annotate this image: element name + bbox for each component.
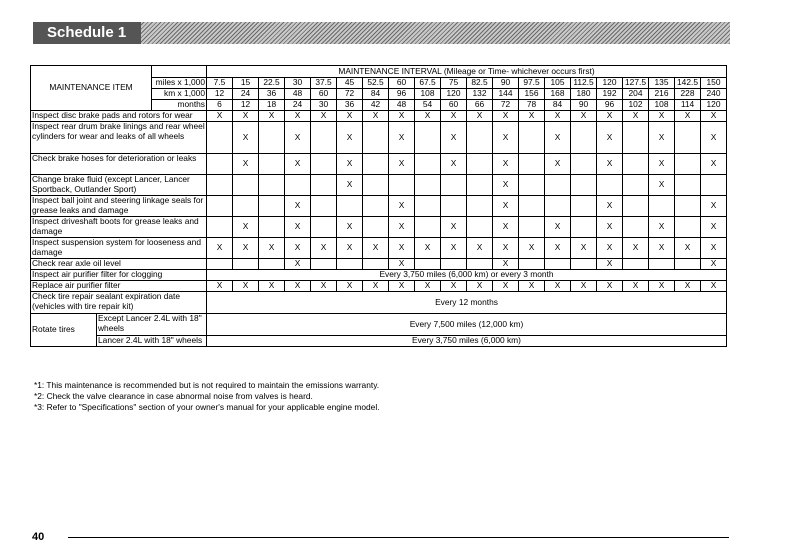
item-label: Inspect disc brake pads and rotors for wear bbox=[31, 111, 207, 122]
interval-mark bbox=[519, 196, 545, 217]
interval-mark: X bbox=[337, 122, 363, 154]
maintenance-item-header: MAINTENANCE ITEM bbox=[31, 66, 152, 111]
months-value: 120 bbox=[701, 100, 727, 111]
interval-mark: X bbox=[233, 122, 259, 154]
interval-mark bbox=[415, 154, 441, 175]
months-value: 102 bbox=[623, 100, 649, 111]
interval-mark: X bbox=[337, 281, 363, 292]
interval-mark: X bbox=[493, 122, 519, 154]
interval-mark: X bbox=[519, 281, 545, 292]
item-label: Check rear axle oil level bbox=[31, 259, 207, 270]
months-value: 72 bbox=[493, 100, 519, 111]
km-value: 144 bbox=[493, 89, 519, 100]
item-label: Inspect ball joint and steering linkage seals for grease leaks and damage bbox=[31, 196, 207, 217]
miles-value: 142.5 bbox=[675, 78, 701, 89]
interval-mark bbox=[571, 154, 597, 175]
interval-mark bbox=[545, 196, 571, 217]
months-value: 114 bbox=[675, 100, 701, 111]
schedule-row bbox=[31, 122, 727, 154]
interval-mark: X bbox=[207, 238, 233, 259]
footnotes bbox=[34, 380, 380, 413]
months-label: months bbox=[152, 100, 207, 111]
interval-mark: X bbox=[493, 196, 519, 217]
miles-value: 15 bbox=[233, 78, 259, 89]
interval-mark: X bbox=[337, 238, 363, 259]
interval-mark: X bbox=[233, 154, 259, 175]
km-value: 168 bbox=[545, 89, 571, 100]
miles-value: 82.5 bbox=[467, 78, 493, 89]
interval-mark: X bbox=[571, 281, 597, 292]
interval-mark: X bbox=[389, 217, 415, 238]
interval-mark bbox=[363, 259, 389, 270]
item-label: Inspect rear drum brake linings and rear wheel cylinders for wear and leaks of all wheels bbox=[31, 122, 207, 154]
interval-mark: X bbox=[285, 281, 311, 292]
interval-mark bbox=[233, 196, 259, 217]
interval-mark bbox=[363, 154, 389, 175]
interval-mark: X bbox=[701, 111, 727, 122]
miles-value: 127.5 bbox=[623, 78, 649, 89]
months-value: 30 bbox=[311, 100, 337, 111]
interval-mark: X bbox=[363, 238, 389, 259]
interval-mark bbox=[675, 122, 701, 154]
item-label: Inspect air purifier filter for clogging bbox=[31, 270, 207, 281]
interval-mark bbox=[675, 175, 701, 196]
months-value: 108 bbox=[649, 100, 675, 111]
sub-item-label: Except Lancer 2.4L with 18" wheels bbox=[97, 314, 207, 336]
interval-mark bbox=[363, 122, 389, 154]
interval-mark: X bbox=[493, 238, 519, 259]
interval-mark: X bbox=[311, 111, 337, 122]
interval-mark bbox=[519, 175, 545, 196]
interval-mark: X bbox=[597, 154, 623, 175]
miles-value: 7.5 bbox=[207, 78, 233, 89]
interval-mark bbox=[311, 196, 337, 217]
interval-mark bbox=[441, 196, 467, 217]
months-value: 24 bbox=[285, 100, 311, 111]
interval-mark bbox=[389, 175, 415, 196]
interval-mark: X bbox=[467, 238, 493, 259]
interval-mark bbox=[259, 259, 285, 270]
km-value: 120 bbox=[441, 89, 467, 100]
km-value: 108 bbox=[415, 89, 441, 100]
months-value: 42 bbox=[363, 100, 389, 111]
interval-mark bbox=[701, 175, 727, 196]
interval-mark: X bbox=[285, 111, 311, 122]
interval-mark bbox=[467, 175, 493, 196]
months-value: 18 bbox=[259, 100, 285, 111]
interval-mark: X bbox=[259, 111, 285, 122]
miles-value: 67.5 bbox=[415, 78, 441, 89]
interval-mark: X bbox=[441, 122, 467, 154]
schedule-row bbox=[31, 336, 727, 347]
interval-mark: X bbox=[441, 217, 467, 238]
section-title-tab bbox=[33, 22, 141, 44]
interval-mark: X bbox=[389, 259, 415, 270]
interval-note: Every 12 months bbox=[207, 292, 727, 314]
interval-mark: X bbox=[649, 238, 675, 259]
interval-mark bbox=[337, 259, 363, 270]
interval-mark: X bbox=[285, 154, 311, 175]
schedule-row bbox=[31, 196, 727, 217]
interval-mark bbox=[675, 196, 701, 217]
item-label: Replace air purifier filter bbox=[31, 281, 207, 292]
interval-mark bbox=[623, 154, 649, 175]
interval-mark bbox=[207, 217, 233, 238]
interval-mark: X bbox=[285, 196, 311, 217]
interval-mark bbox=[363, 217, 389, 238]
miles-value: 45 bbox=[337, 78, 363, 89]
interval-mark: X bbox=[597, 238, 623, 259]
interval-mark: X bbox=[259, 238, 285, 259]
interval-mark bbox=[545, 259, 571, 270]
months-value: 90 bbox=[571, 100, 597, 111]
section-title: Schedule 1 bbox=[47, 24, 127, 41]
interval-mark bbox=[415, 175, 441, 196]
interval-mark: X bbox=[207, 111, 233, 122]
interval-mark: X bbox=[285, 238, 311, 259]
months-value: 54 bbox=[415, 100, 441, 111]
miles-value: 97.5 bbox=[519, 78, 545, 89]
km-value: 204 bbox=[623, 89, 649, 100]
miles-value: 22.5 bbox=[259, 78, 285, 89]
interval-mark: X bbox=[649, 111, 675, 122]
item-label: Change brake fluid (except Lancer, Lancer Sportback, Outlander Sport) bbox=[31, 175, 207, 196]
interval-mark: X bbox=[415, 281, 441, 292]
interval-mark bbox=[597, 175, 623, 196]
km-label: km x 1,000 bbox=[152, 89, 207, 100]
interval-mark: X bbox=[441, 154, 467, 175]
interval-mark: X bbox=[701, 122, 727, 154]
interval-mark bbox=[571, 122, 597, 154]
interval-mark: X bbox=[337, 217, 363, 238]
page-number: 40 bbox=[32, 531, 45, 543]
interval-mark: X bbox=[519, 111, 545, 122]
interval-mark: X bbox=[389, 111, 415, 122]
interval-mark: X bbox=[337, 175, 363, 196]
months-value: 84 bbox=[545, 100, 571, 111]
item-label: Check tire repair sealant expiration date (vehicles with tire repair kit) bbox=[31, 292, 207, 314]
interval-mark: X bbox=[649, 154, 675, 175]
interval-mark: X bbox=[623, 238, 649, 259]
interval-mark: X bbox=[389, 196, 415, 217]
interval-note: Every 7,500 miles (12,000 km) bbox=[207, 314, 727, 336]
interval-mark: X bbox=[493, 259, 519, 270]
interval-mark: X bbox=[545, 122, 571, 154]
interval-mark bbox=[337, 196, 363, 217]
interval-mark: X bbox=[493, 281, 519, 292]
interval-mark bbox=[467, 154, 493, 175]
months-value: 96 bbox=[597, 100, 623, 111]
interval-mark bbox=[519, 122, 545, 154]
interval-mark bbox=[467, 122, 493, 154]
miles-value: 90 bbox=[493, 78, 519, 89]
interval-mark bbox=[311, 154, 337, 175]
interval-mark bbox=[415, 196, 441, 217]
interval-mark: X bbox=[363, 281, 389, 292]
km-value: 192 bbox=[597, 89, 623, 100]
schedule-row bbox=[31, 292, 727, 314]
interval-mark bbox=[259, 175, 285, 196]
interval-mark: X bbox=[545, 281, 571, 292]
interval-mark bbox=[675, 217, 701, 238]
interval-mark: X bbox=[597, 122, 623, 154]
miles-value: 135 bbox=[649, 78, 675, 89]
months-value: 78 bbox=[519, 100, 545, 111]
section-header-bar bbox=[33, 22, 730, 44]
interval-mark: X bbox=[649, 281, 675, 292]
schedule-row bbox=[31, 111, 727, 122]
interval-mark bbox=[207, 175, 233, 196]
months-value: 60 bbox=[441, 100, 467, 111]
km-value: 180 bbox=[571, 89, 597, 100]
interval-mark bbox=[623, 175, 649, 196]
interval-mark: X bbox=[623, 281, 649, 292]
interval-mark: X bbox=[311, 281, 337, 292]
interval-mark bbox=[207, 196, 233, 217]
interval-mark bbox=[415, 259, 441, 270]
interval-mark: X bbox=[493, 154, 519, 175]
km-value: 132 bbox=[467, 89, 493, 100]
interval-mark bbox=[259, 217, 285, 238]
interval-mark bbox=[311, 217, 337, 238]
km-value: 156 bbox=[519, 89, 545, 100]
interval-mark: X bbox=[597, 259, 623, 270]
interval-mark: X bbox=[285, 259, 311, 270]
interval-mark bbox=[545, 175, 571, 196]
miles-value: 37.5 bbox=[311, 78, 337, 89]
months-value: 66 bbox=[467, 100, 493, 111]
interval-mark: X bbox=[389, 281, 415, 292]
schedule-row bbox=[31, 270, 727, 281]
interval-mark bbox=[311, 122, 337, 154]
interval-mark bbox=[675, 154, 701, 175]
interval-mark: X bbox=[675, 238, 701, 259]
interval-mark bbox=[441, 175, 467, 196]
miles-value: 52.5 bbox=[363, 78, 389, 89]
miles-value: 75 bbox=[441, 78, 467, 89]
interval-mark: X bbox=[207, 281, 233, 292]
interval-note: Every 3,750 miles (6,000 km) or every 3 month bbox=[207, 270, 727, 281]
interval-mark: X bbox=[467, 111, 493, 122]
footnote: *3: Refer to "Specifications" section of your owner's manual for your applicable engine model. bbox=[34, 402, 380, 412]
miles-label: miles x 1,000 bbox=[152, 78, 207, 89]
interval-mark: X bbox=[701, 217, 727, 238]
interval-mark bbox=[467, 217, 493, 238]
interval-mark bbox=[623, 259, 649, 270]
km-value: 240 bbox=[701, 89, 727, 100]
interval-mark: X bbox=[389, 238, 415, 259]
km-value: 60 bbox=[311, 89, 337, 100]
interval-mark bbox=[571, 217, 597, 238]
interval-mark: X bbox=[519, 238, 545, 259]
interval-mark: X bbox=[701, 281, 727, 292]
miles-value: 120 bbox=[597, 78, 623, 89]
sub-item-label: Lancer 2.4L with 18" wheels bbox=[97, 336, 207, 347]
km-value: 228 bbox=[675, 89, 701, 100]
km-value: 48 bbox=[285, 89, 311, 100]
interval-mark: X bbox=[285, 217, 311, 238]
schedule-row bbox=[31, 154, 727, 175]
item-label: Check brake hoses for deterioration or leaks bbox=[31, 154, 207, 175]
interval-mark: X bbox=[571, 111, 597, 122]
interval-mark: X bbox=[675, 111, 701, 122]
interval-mark: X bbox=[493, 175, 519, 196]
miles-value: 112.5 bbox=[571, 78, 597, 89]
interval-mark: X bbox=[285, 122, 311, 154]
km-value: 24 bbox=[233, 89, 259, 100]
interval-mark: X bbox=[311, 238, 337, 259]
interval-mark: X bbox=[467, 281, 493, 292]
interval-mark bbox=[415, 217, 441, 238]
item-label: Rotate tires bbox=[31, 314, 97, 347]
item-label: Inspect driveshaft boots for grease leaks and damage bbox=[31, 217, 207, 238]
interval-mark: X bbox=[363, 111, 389, 122]
interval-mark: X bbox=[233, 217, 259, 238]
interval-mark: X bbox=[623, 111, 649, 122]
interval-mark bbox=[519, 154, 545, 175]
miles-value: 105 bbox=[545, 78, 571, 89]
interval-mark bbox=[623, 122, 649, 154]
interval-mark bbox=[285, 175, 311, 196]
interval-mark bbox=[571, 175, 597, 196]
interval-mark bbox=[233, 259, 259, 270]
interval-header: MAINTENANCE INTERVAL (Mileage or Time- whichever occurs first) bbox=[207, 66, 727, 78]
interval-mark: X bbox=[415, 238, 441, 259]
interval-mark: X bbox=[545, 217, 571, 238]
interval-note: Every 3,750 miles (6,000 km) bbox=[207, 336, 727, 347]
interval-mark: X bbox=[259, 281, 285, 292]
interval-mark: X bbox=[701, 259, 727, 270]
km-value: 36 bbox=[259, 89, 285, 100]
interval-mark: X bbox=[441, 111, 467, 122]
interval-mark bbox=[571, 259, 597, 270]
interval-mark: X bbox=[415, 111, 441, 122]
interval-mark bbox=[649, 196, 675, 217]
interval-mark bbox=[649, 259, 675, 270]
interval-mark: X bbox=[701, 154, 727, 175]
interval-mark: X bbox=[597, 281, 623, 292]
interval-mark: X bbox=[337, 111, 363, 122]
interval-mark bbox=[675, 259, 701, 270]
schedule-row bbox=[31, 175, 727, 196]
interval-mark: X bbox=[493, 111, 519, 122]
interval-mark bbox=[363, 196, 389, 217]
interval-mark bbox=[623, 196, 649, 217]
interval-mark: X bbox=[233, 281, 259, 292]
months-value: 12 bbox=[233, 100, 259, 111]
interval-mark bbox=[207, 154, 233, 175]
interval-mark: X bbox=[233, 111, 259, 122]
interval-mark: X bbox=[441, 238, 467, 259]
schedule-row bbox=[31, 314, 727, 336]
interval-mark bbox=[363, 175, 389, 196]
interval-mark bbox=[259, 122, 285, 154]
interval-mark bbox=[519, 259, 545, 270]
interval-mark: X bbox=[675, 281, 701, 292]
interval-mark bbox=[571, 196, 597, 217]
interval-mark: X bbox=[233, 238, 259, 259]
interval-mark bbox=[259, 196, 285, 217]
footer-rule bbox=[68, 537, 729, 538]
interval-mark bbox=[519, 217, 545, 238]
interval-mark: X bbox=[597, 111, 623, 122]
km-value: 96 bbox=[389, 89, 415, 100]
miles-value: 30 bbox=[285, 78, 311, 89]
miles-value: 60 bbox=[389, 78, 415, 89]
schedule-row bbox=[31, 238, 727, 259]
schedule-row bbox=[31, 259, 727, 270]
months-value: 36 bbox=[337, 100, 363, 111]
interval-mark: X bbox=[389, 154, 415, 175]
interval-mark: X bbox=[649, 217, 675, 238]
interval-mark: X bbox=[441, 281, 467, 292]
schedule-row bbox=[31, 281, 727, 292]
interval-mark bbox=[207, 259, 233, 270]
km-value: 12 bbox=[207, 89, 233, 100]
interval-mark: X bbox=[597, 196, 623, 217]
interval-mark: X bbox=[545, 154, 571, 175]
interval-mark: X bbox=[649, 122, 675, 154]
item-label: Inspect suspension system for looseness and damage bbox=[31, 238, 207, 259]
interval-mark bbox=[207, 122, 233, 154]
interval-mark bbox=[415, 122, 441, 154]
interval-mark bbox=[259, 154, 285, 175]
miles-value: 150 bbox=[701, 78, 727, 89]
interval-mark bbox=[467, 259, 493, 270]
interval-mark: X bbox=[545, 111, 571, 122]
interval-mark bbox=[467, 196, 493, 217]
km-value: 216 bbox=[649, 89, 675, 100]
km-value: 84 bbox=[363, 89, 389, 100]
months-value: 48 bbox=[389, 100, 415, 111]
interval-mark: X bbox=[597, 217, 623, 238]
interval-mark: X bbox=[389, 122, 415, 154]
interval-mark: X bbox=[649, 175, 675, 196]
footnote: *2: Check the valve clearance in case abnormal noise from valves is heard. bbox=[34, 391, 313, 401]
months-value: 6 bbox=[207, 100, 233, 111]
interval-mark: X bbox=[701, 196, 727, 217]
interval-mark bbox=[311, 175, 337, 196]
interval-mark: X bbox=[545, 238, 571, 259]
interval-mark bbox=[311, 259, 337, 270]
footnote: *1: This maintenance is recommended but is not required to maintain the emissions warranty. bbox=[34, 380, 380, 390]
interval-mark: X bbox=[493, 217, 519, 238]
interval-mark: X bbox=[701, 238, 727, 259]
interval-mark: X bbox=[571, 238, 597, 259]
interval-mark bbox=[233, 175, 259, 196]
interval-mark bbox=[623, 217, 649, 238]
km-value: 72 bbox=[337, 89, 363, 100]
interval-mark: X bbox=[337, 154, 363, 175]
schedule-row bbox=[31, 217, 727, 238]
maintenance-schedule-table bbox=[30, 65, 727, 347]
interval-mark bbox=[441, 259, 467, 270]
